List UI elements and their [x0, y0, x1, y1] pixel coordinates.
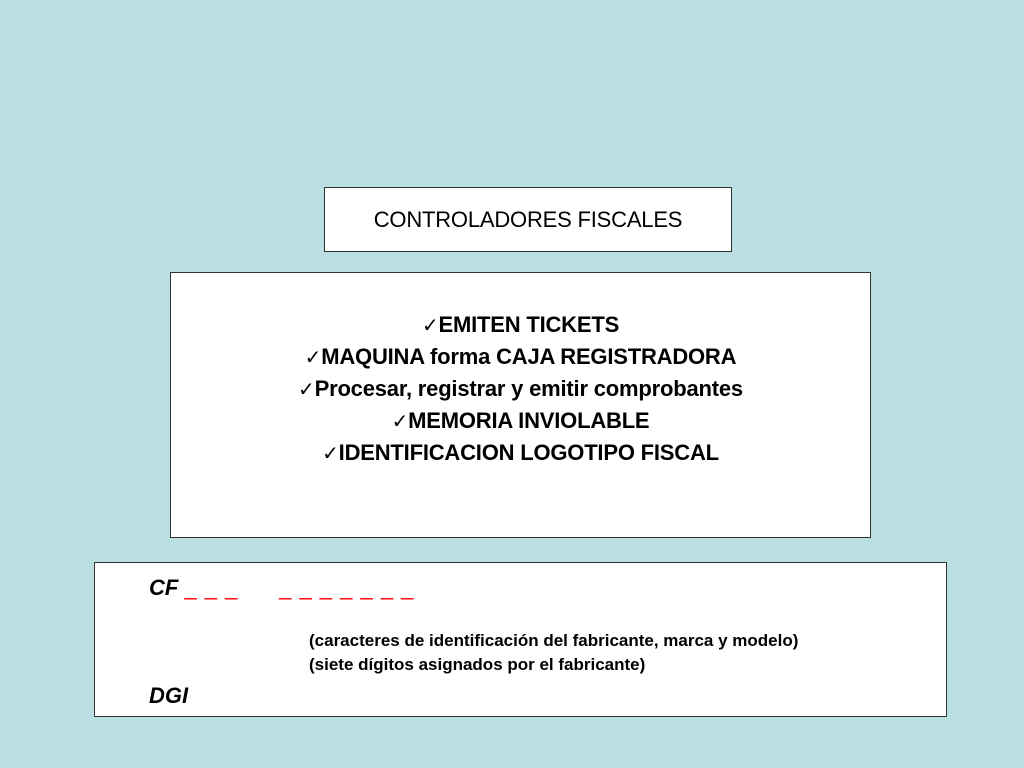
serial-digits-placeholder: _ _ _ _ _ _ _ — [279, 575, 415, 600]
check-icon: ✓ — [304, 345, 322, 369]
check-icon: ✓ — [298, 377, 315, 401]
slide-title: CONTROLADORES FISCALES — [373, 206, 683, 232]
feature-item — [171, 309, 870, 341]
check-icon: ✓ — [322, 441, 339, 465]
check-icon: ✓ — [421, 313, 439, 337]
fiscal-code-box — [94, 562, 947, 717]
feature-label: EMITEN TICKETS — [438, 312, 620, 337]
cf-prefix: CF — [149, 575, 179, 600]
manufacturer-code-placeholder: _ _ _ — [184, 575, 239, 600]
feature-label: MAQUINA forma CAJA REGISTRADORA — [321, 344, 737, 369]
manufacturer-note: (caracteres de identificación del fabricante, marca y modelo) — [309, 631, 799, 650]
feature-item — [171, 405, 870, 437]
feature-item — [171, 437, 870, 469]
serial-note: (siete dígitos asignados por el fabricante) — [309, 655, 646, 674]
feature-label: MEMORIA INVIOLABLE — [408, 408, 650, 433]
features-box — [170, 272, 871, 538]
check-icon: ✓ — [391, 409, 409, 433]
feature-label: IDENTIFICACION LOGOTIPO FISCAL — [338, 440, 719, 465]
features-list — [171, 309, 870, 469]
feature-label: Procesar, registrar y emitir comprobantes — [314, 376, 743, 401]
feature-item — [171, 341, 870, 373]
title-box — [324, 187, 732, 252]
dgi-label: DGI — [149, 683, 189, 708]
cf-code-line — [149, 575, 414, 601]
feature-item — [171, 373, 870, 405]
